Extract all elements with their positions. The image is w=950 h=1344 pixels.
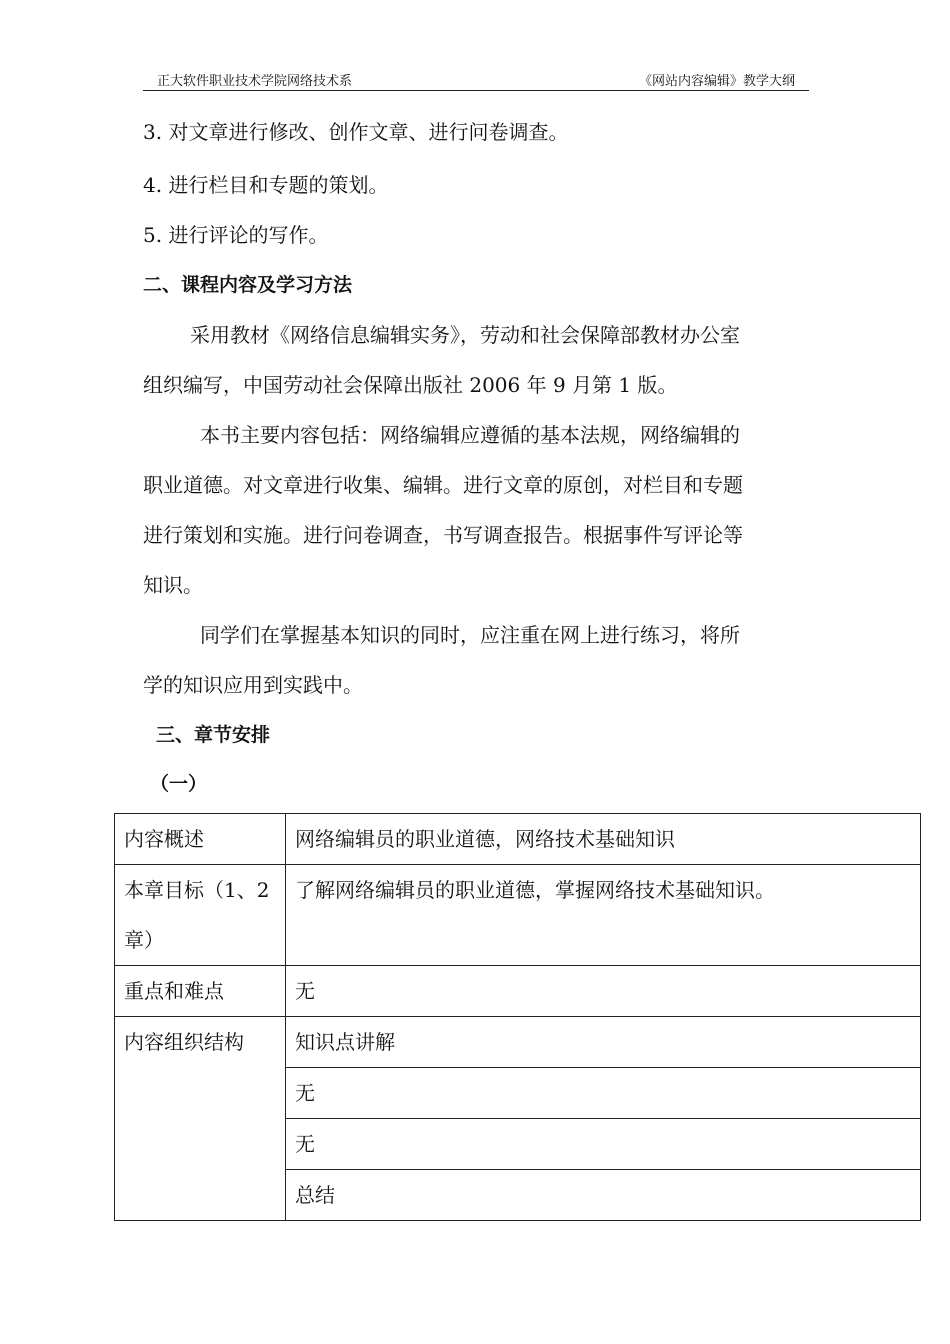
paragraph-contents-line2: 职业道德。对文章进行收集、编辑。进行文章的原创，对栏目和专题 [143, 473, 743, 497]
paragraph-textbook-line1: 采用教材《网络信息编辑实务》，劳动和社会保障部教材办公室 [190, 323, 740, 347]
table-cell-value: 了解网络编辑员的职业道德，掌握网络技术基础知识。 [286, 865, 921, 966]
table-cell-value: 无 [286, 1119, 921, 1170]
section-heading-chapters: 三、章节安排 [156, 724, 271, 746]
table-cell-value: 无 [286, 1068, 921, 1119]
paragraph-contents-line1: 本书主要内容包括：网络编辑应遵循的基本法规，网络编辑的 [200, 423, 740, 447]
list-item-4: 4. 进行栏目和专题的策划。 [143, 173, 389, 197]
table-cell-value: 总结 [286, 1170, 921, 1221]
table-cell-value: 无 [286, 966, 921, 1017]
table-cell-label: 重点和难点 [115, 966, 286, 1017]
paragraph-practice-line1: 同学们在掌握基本知识的同时，应注重在网上进行练习，将所 [200, 623, 740, 647]
section-heading-course-content: 二、课程内容及学习方法 [143, 274, 353, 296]
paragraph-practice-line2: 学的知识应用到实践中。 [143, 673, 363, 697]
header-doc-title: 《网站内容编辑》教学大纲 [638, 74, 795, 89]
paragraph-textbook-line2: 组织编写，中国劳动社会保障出版社 2006 年 9 月第 1 版。 [143, 373, 678, 397]
table-cell-value: 网络编辑员的职业道德，网络技术基础知识 [286, 814, 921, 865]
table-cell-label: 内容概述 [115, 814, 286, 865]
paragraph-contents-line4: 知识。 [143, 573, 203, 597]
table-row [115, 1017, 921, 1068]
list-item-3: 3. 对文章进行修改、创作文章、进行问卷调查。 [143, 120, 569, 144]
page-header [143, 68, 809, 91]
table-row [115, 865, 921, 966]
label-line: 章） [124, 928, 164, 952]
header-institution: 正大软件职业技术学院网络技术系 [157, 74, 353, 89]
subsection-heading: （一） [150, 773, 208, 795]
table-row [115, 814, 921, 865]
table-cell-label: 内容组织结构 [115, 1017, 286, 1221]
label-line: 本章目标（1、2 [124, 878, 270, 902]
table-cell-value: 知识点讲解 [286, 1017, 921, 1068]
table-row [115, 966, 921, 1017]
table-cell-label [115, 865, 286, 966]
paragraph-contents-line3: 进行策划和实施。进行问卷调查，书写调查报告。根据事件写评论等 [143, 523, 743, 547]
list-item-5: 5. 进行评论的写作。 [143, 223, 329, 247]
chapter-outline-table [114, 813, 921, 1221]
